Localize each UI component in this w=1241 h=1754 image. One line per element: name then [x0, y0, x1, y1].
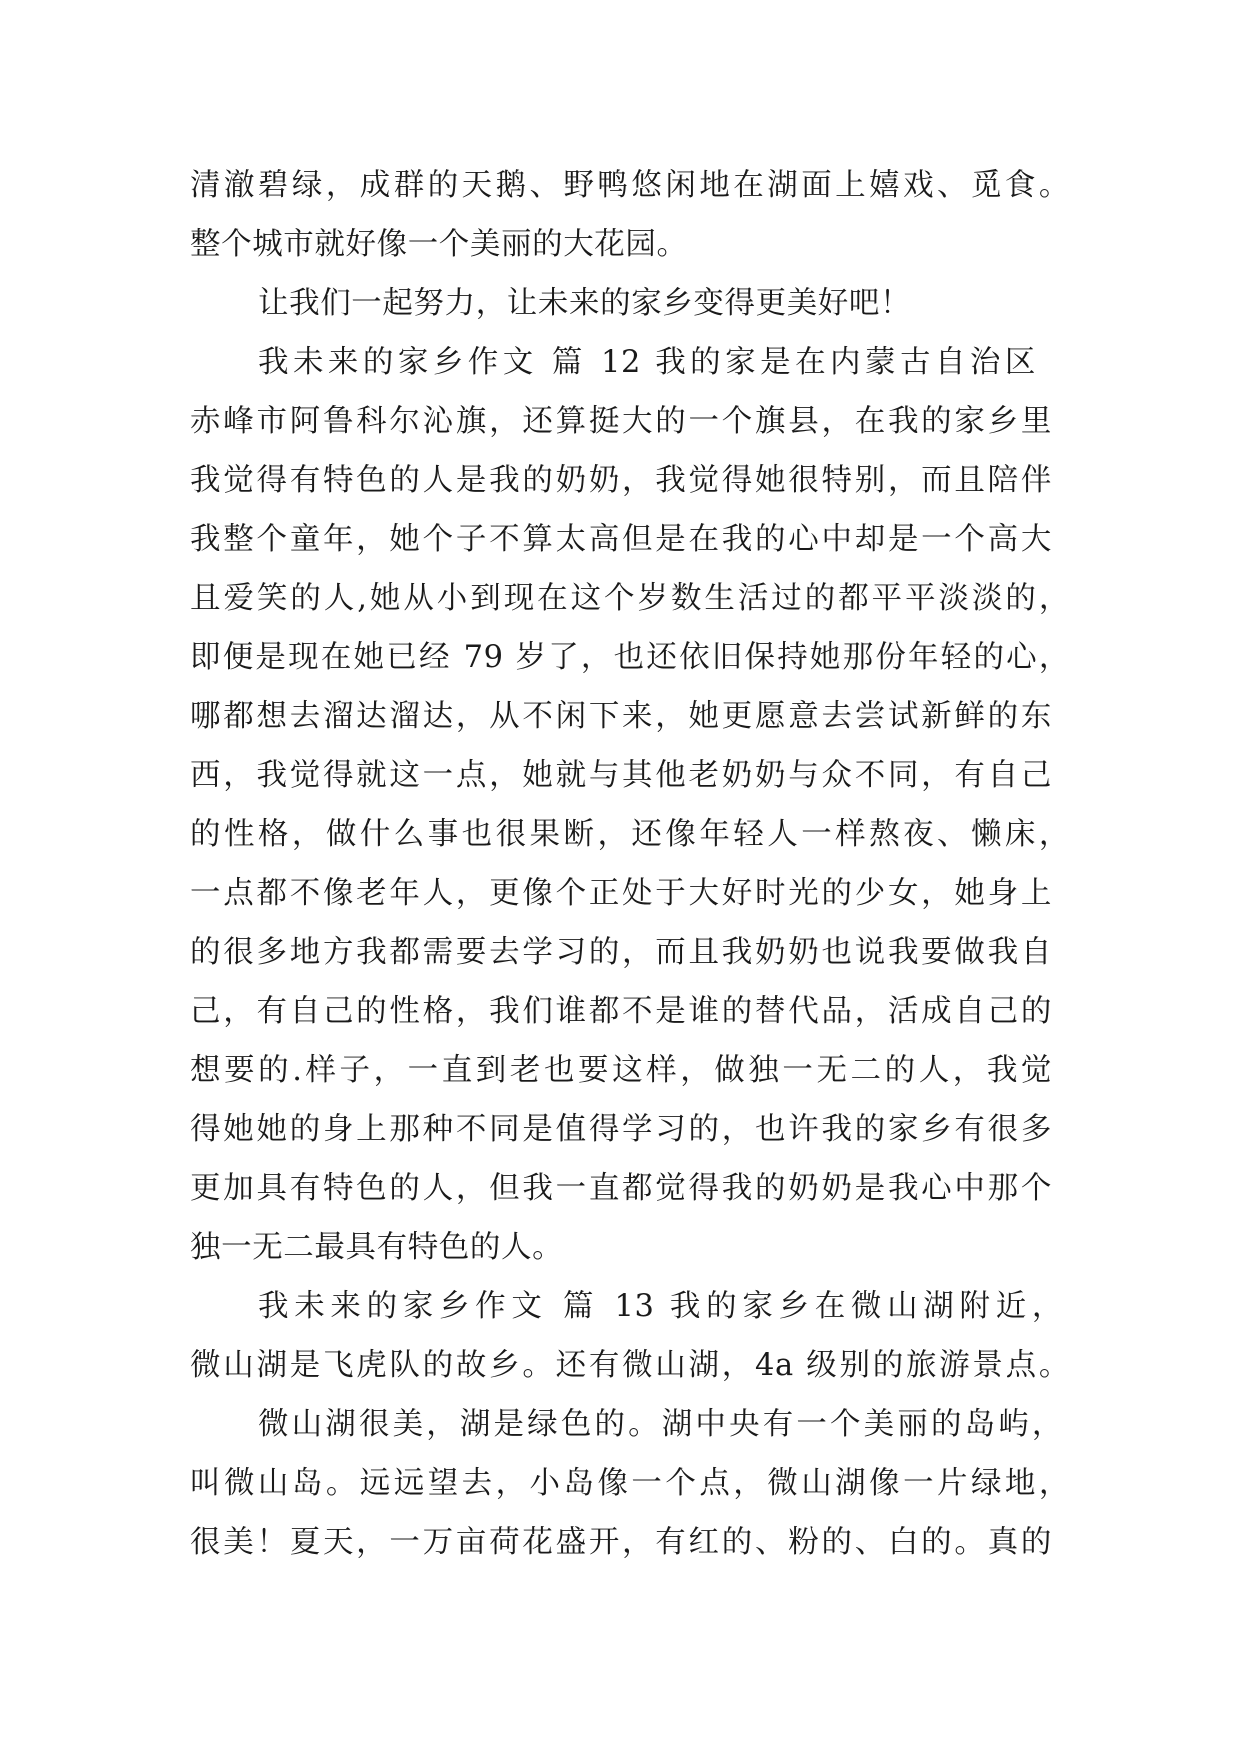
text-line-22: 微山湖很美，湖是绿色的。湖中央有一个美丽的岛屿， — [258, 1407, 1063, 1442]
text-line-2: 整个城市就好像一个美丽的大花园。 — [190, 227, 688, 262]
text-line-10: 哪都想去溜达溜达，从不闲下来，她更愿意去尝试新鲜的东 — [190, 699, 1052, 734]
text-line-7: 我整个童年，她个子不算太高但是在我的心中却是一个高大 — [190, 522, 1052, 557]
section-heading-13: 我未来的家乡作文 篇 13 我的家乡在微山湖附近， — [258, 1289, 1063, 1324]
text-line-23: 叫微山岛。远远望去，小岛像一个点，微山湖像一片绿地， — [190, 1466, 1070, 1501]
text-line-9: 即便是现在她已经 79 岁了，也还依旧保持她那份年轻的心， — [190, 640, 1070, 675]
text-line-14: 的很多地方我都需要去学习的，而且我奶奶也说我要做我自 — [190, 935, 1052, 970]
section-heading-12: 我未来的家乡作文 篇 12 我的家是在内蒙古自治区 — [258, 345, 1036, 380]
text-line-5: 赤峰市阿鲁科尔沁旗，还算挺大的一个旗县，在我的家乡里 — [190, 404, 1052, 439]
text-line-16: 想要的.样子，一直到老也要这样，做独一无二的人，我觉 — [190, 1053, 1052, 1088]
text-line-21: 微山湖是飞虎队的故乡。还有微山湖，4a 级别的旅游景点。 — [190, 1348, 1070, 1383]
text-line-19: 独一无二最具有特色的人。 — [190, 1230, 564, 1265]
text-line-18: 更加具有特色的人，但我一直都觉得我的奶奶是我心中那个 — [190, 1171, 1052, 1206]
text-line-11: 西，我觉得就这一点，她就与其他老奶奶与众不同，有自己 — [190, 758, 1052, 793]
text-line-12: 的性格，做什么事也很果断，还像年轻人一样熬夜、懒床， — [190, 817, 1070, 852]
text-line-17: 得她她的身上那种不同是值得学习的，也许我的家乡有很多 — [190, 1112, 1052, 1147]
text-line-3: 让我们一起努力，让未来的家乡变得更美好吧！ — [258, 286, 912, 321]
text-line-8: 且爱笑的人,她从小到现在这个岁数生活过的都平平淡淡的， — [190, 581, 1070, 616]
text-line-13: 一点都不像老年人，更像个正处于大好时光的少女，她身上 — [190, 876, 1052, 911]
text-line-6: 我觉得有特色的人是我的奶奶，我觉得她很特别，而且陪伴 — [190, 463, 1052, 498]
text-line-1: 清澈碧绿，成群的天鹅、野鸭悠闲地在湖面上嬉戏、觅食。 — [190, 168, 1070, 203]
text-line-15: 己，有自己的性格，我们谁都不是谁的替代品，活成自己的 — [190, 994, 1052, 1029]
text-line-24: 很美！夏天，一万亩荷花盛开，有红的、粉的、白的。真的 — [190, 1525, 1052, 1560]
